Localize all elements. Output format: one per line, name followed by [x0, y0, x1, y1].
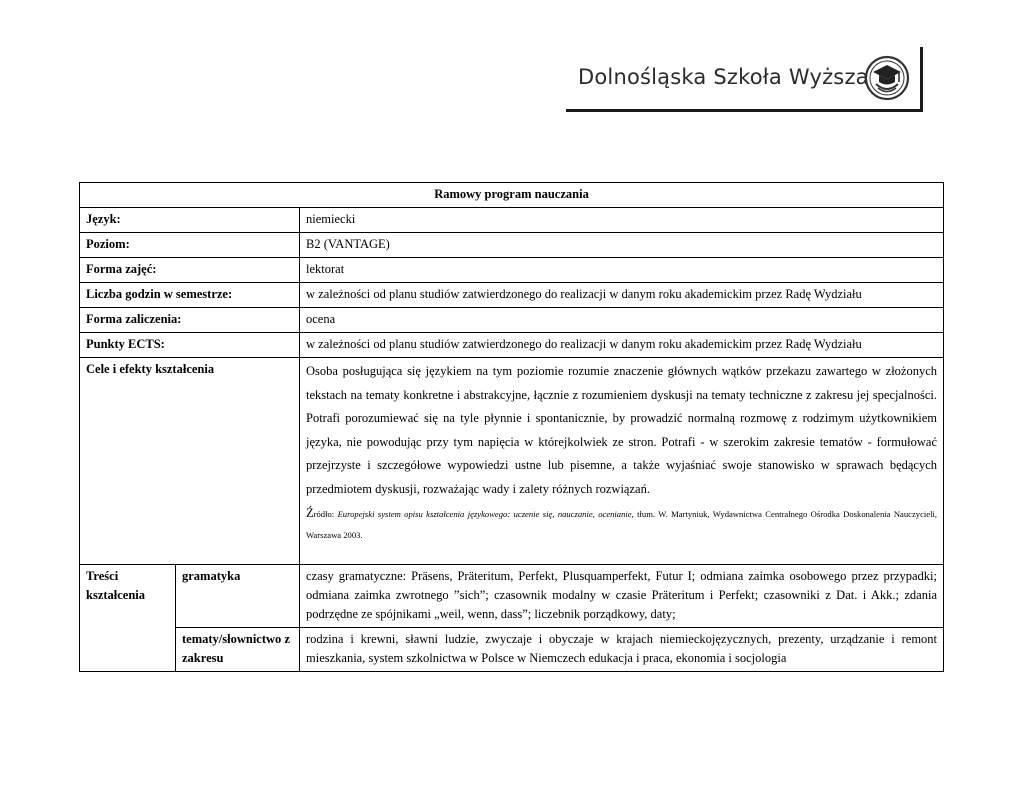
goals-label: Cele i efekty kształcenia	[80, 358, 300, 565]
table-row	[80, 308, 944, 333]
source-first-letter: Ź	[306, 506, 314, 520]
row-value: lektorat	[300, 258, 944, 283]
row-value: w zależności od planu studiów zatwierdzonego do realizacji w danym roku akademickim przez Radę Wydziału	[300, 283, 944, 308]
logo-text: Dolnośląska Szkoła Wyższa	[578, 65, 869, 89]
row-label: Poziom:	[80, 233, 300, 258]
table-title: Ramowy program nauczania	[80, 183, 944, 208]
topics-text: rodzina i krewni, sławni ludzie, zwyczaje i obyczaje w krajach niemieckojęzycznych, prezenty, urządzanie i remont mieszkania, system szkolnictwa w Polsce w Niemczech edukacja i praca, ekonomia i socjologia	[300, 628, 944, 672]
row-label: Liczba godzin w semestrze:	[80, 283, 300, 308]
source-citation	[306, 503, 937, 546]
goals-text: Osoba posługująca się językiem na tym poziomie rozumie znaczenie głównych wątków przekazu zawartego w złożonych tekstach na tematy konkretne i abstrakcyjne, łącznie z rozumieniem dyskusji na tematy techniczne z zakresu jej specjalności. Potrafi porozumiewać się na tyle płynnie i spontanicznie, by prowadzić normalną rozmowę z rodzimym użytkownikiem języka, nie powodując przy tym napięcia w którejkolwiek ze stron. Potrafi - w szerokim zakresie tematów - formułować przejrzyste i szczegółowe wypowiedzi ustne lub pisemne, a także wyjaśniać swoje stanowisko w sprawach będących przedmiotem dyskusji, rozważając wady i zalety różnych rozwiązań.	[306, 364, 938, 496]
program-table	[79, 182, 944, 672]
university-logo	[566, 47, 923, 112]
grammar-label: gramatyka	[176, 565, 300, 628]
table-row	[80, 208, 944, 233]
row-value: w zależności od planu studiów zatwierdzonego do realizacji w danym roku akademickim przez Radę Wydziału	[300, 333, 944, 358]
goals-row	[80, 358, 944, 565]
row-value: niemiecki	[300, 208, 944, 233]
table-row	[80, 233, 944, 258]
topics-label: tematy/słownictwo z zakresu	[176, 628, 300, 672]
row-value: ocena	[300, 308, 944, 333]
goals-cell	[300, 358, 944, 565]
row-value: B2 (VANTAGE)	[300, 233, 944, 258]
source-title: Europejski system opisu kształcenia językowego: uczenie się, nauczanie, ocenianie,	[337, 509, 634, 519]
source-prefix: ródło:	[313, 509, 338, 519]
row-label: Język:	[80, 208, 300, 233]
grammar-text: czasy gramatyczne: Präsens, Präteritum, Perfekt, Plusquamperfekt, Futur I; odmiana zaimka osobowego przez przypadki; odmiana zaimka zwrotnego ”sich”; czasownik modalny w czasie Präteritum i Perfekt; czasowniki z Dat. i Akk.; zdania podrzędne ze spójnikami „weil, wenn, dass”; liczebnik porządkowy, daty;	[300, 565, 944, 628]
content-grammar-row	[80, 565, 944, 628]
graduation-cap-emblem-icon	[863, 54, 911, 102]
row-label: Forma zaliczenia:	[80, 308, 300, 333]
table-row	[80, 283, 944, 308]
source-rest: tłum. W. Martyniuk, Wydawnictwa Centralnego Ośrodka Doskonalenia Nauczycieli, Warszawa 2003.	[306, 509, 938, 540]
row-label: Forma zajęć:	[80, 258, 300, 283]
table-row	[80, 333, 944, 358]
content-label: Treści kształcenia	[80, 565, 176, 672]
table-row	[80, 258, 944, 283]
content-topics-row	[80, 628, 944, 672]
table-title-row	[80, 183, 944, 208]
row-label: Punkty ECTS:	[80, 333, 300, 358]
